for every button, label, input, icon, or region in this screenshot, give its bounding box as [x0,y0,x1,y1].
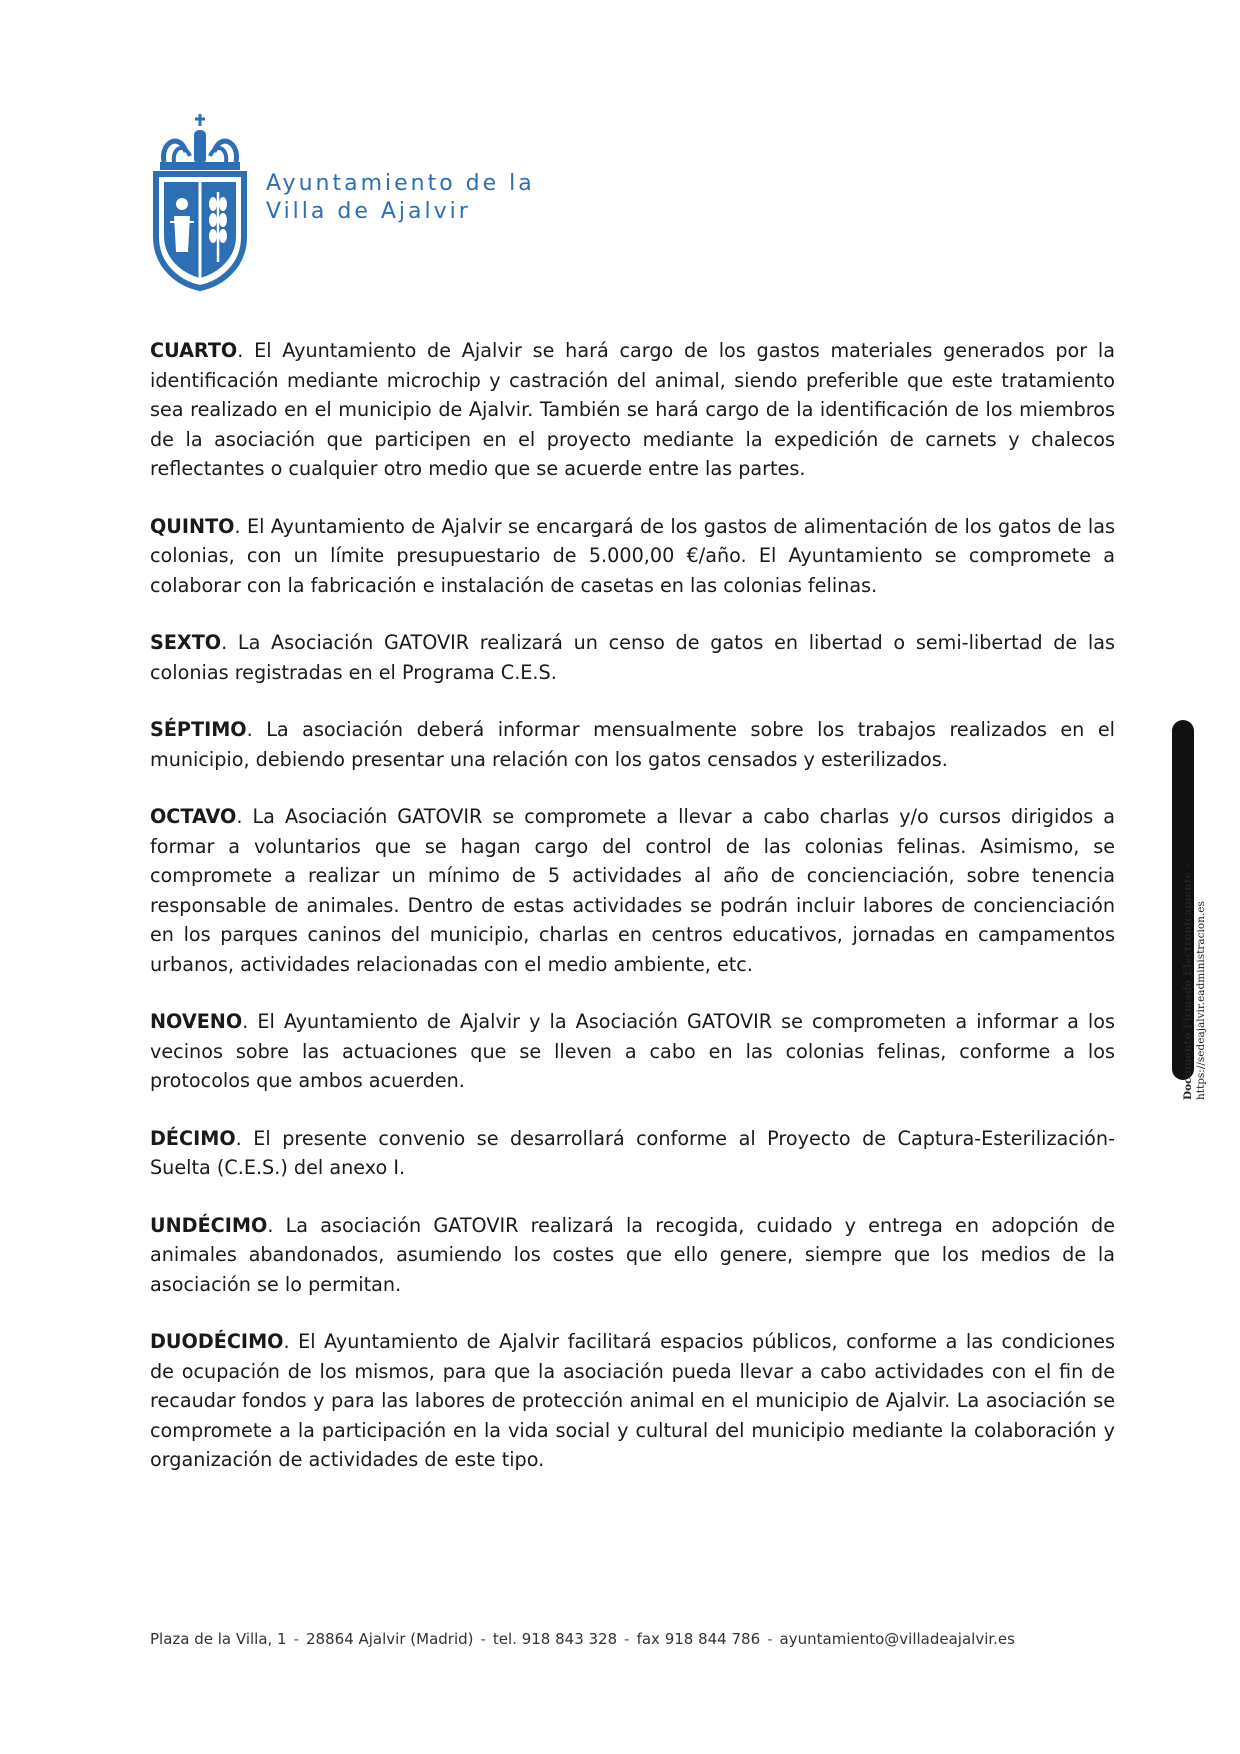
clause-duodecimo [150,1327,1115,1475]
clause-list [150,336,1115,1503]
clause-septimo [150,715,1115,774]
clause-text: . La Asociación GATOVIR se compromete a llevar a cabo charlas y/o cursos dirigidos a formar a voluntarios que se hagan cargo del control de las colonias felinas. Asimismo, se compromete a realizar un mínimo de 5 actividades al año de concienciación, sobre tenencia responsable de animales. Dentro de estas actividades se podrán incluir labores de concienciación en los parques caninos del municipio, charlas en centros educativos, jornadas en campamentos urbanos, actividades relacionadas con el medio ambiente, etc. [150,805,1115,976]
signature-line-1: Documento Firmado Electrónicamente - [1182,863,1194,1100]
organization-name-line-1: Ayuntamiento de la [266,171,535,196]
clause-text: . El Ayuntamiento de Ajalvir se hará cargo de los gastos materiales generados por la identificación mediante microchip y castración del animal, siendo preferible que este tratamiento sea realizado en el municipio de Ajalvir. También se hará cargo de la identificación de los miembros de la asociación que participen en el proyecto mediante la expedición de carnets y chalecos reflectantes o cualquier otro medio que se acuerde entre las partes. [150,339,1115,480]
footer-separator: - [624,1630,630,1648]
clause-title: OCTAVO [150,805,237,828]
clause-quinto [150,512,1115,601]
signature-url[interactable]: https://sedeajalvir.eadministracion.es [1195,901,1207,1100]
footer-phone: tel. 918 843 328 [492,1630,618,1648]
clause-undecimo [150,1211,1115,1300]
clause-title: NOVENO [150,1010,243,1033]
clause-noveno [150,1007,1115,1096]
clause-title: SEXTO [150,631,222,654]
organization-name [266,170,535,226]
clause-octavo [150,802,1115,979]
clause-title: SÉPTIMO [150,718,247,741]
clause-title: CUARTO [150,339,238,362]
clause-text: . La asociación GATOVIR realizará la recogida, cuidado y entrega en adopción de animales abandonados, asumiendo los costes que ello genere, siempre que los medios de la asociación se lo permitan. [150,1213,1115,1296]
clause-title: DUODÉCIMO [150,1330,284,1353]
footer-address: Plaza de la Villa, 1 [150,1630,287,1648]
footer-city: 28864 Ajalvir (Madrid) [306,1630,474,1648]
footer-separator: - [293,1630,300,1648]
footer-separator: - [767,1630,773,1648]
footer-separator: - [480,1630,486,1648]
footer-contact [150,1630,1090,1648]
clause-text: . El Ayuntamiento de Ajalvir facilitará espacios públicos, conforme a las condiciones de ocupación de los mismos, para que la asociación pueda llevar a cabo actividades con el fin de recaudar fondos y para las labores de protección animal en el municipio de Ajalvir. La asociación se compromete a la participación en la vida social y cultural del municipio mediante la colaboración y organización de actividades de este tipo. [150,1330,1115,1471]
clause-text: . El Ayuntamiento de Ajalvir se encargará de los gastos de alimentación de los gatos de las colonias, con un límite presupuestario de 5.000,00 €/año. El Ayuntamiento se compromete a colaborar con la fabricación e instalación de casetas en las colonias felinas. [150,514,1115,597]
clause-title: UNDÉCIMO [150,1213,268,1237]
clause-text: . El Ayuntamiento de Ajalvir y la Asociación GATOVIR se comprometen a informar a los vecinos sobre las actuaciones que se lleven a cabo en las colonias felinas, conforme a los protocolos que ambos acuerden. [150,1010,1115,1092]
footer-fax: fax 918 844 786 [636,1630,761,1648]
clause-title: DÉCIMO [150,1126,236,1150]
clause-sexto [150,628,1115,687]
clause-text: . El presente convenio se desarrollará conforme al Proyecto de Captura-Esterilización-Suelta (C.E.S.) del anexo I. [150,1126,1115,1179]
organization-name-line-2: Villa de Ajalvir [266,199,471,224]
clause-text: . La asociación deberá informar mensualmente sobre los trabajos realizados en el municipio, debiendo presentar una relación con los gatos censados y esterilizados. [150,718,1115,771]
clause-cuarto [150,336,1115,484]
clause-title: QUINTO [150,514,235,538]
clause-decimo [150,1124,1115,1183]
letterhead [150,112,750,292]
municipal-crest-icon [150,112,250,292]
clause-text: . La Asociación GATOVIR realizará un censo de gatos en libertad o semi-libertad de las colonias registradas en el Programa C.E.S. [150,631,1115,684]
footer-email-link[interactable]: ayuntamiento@villadeajalvir.es [779,1630,1015,1648]
